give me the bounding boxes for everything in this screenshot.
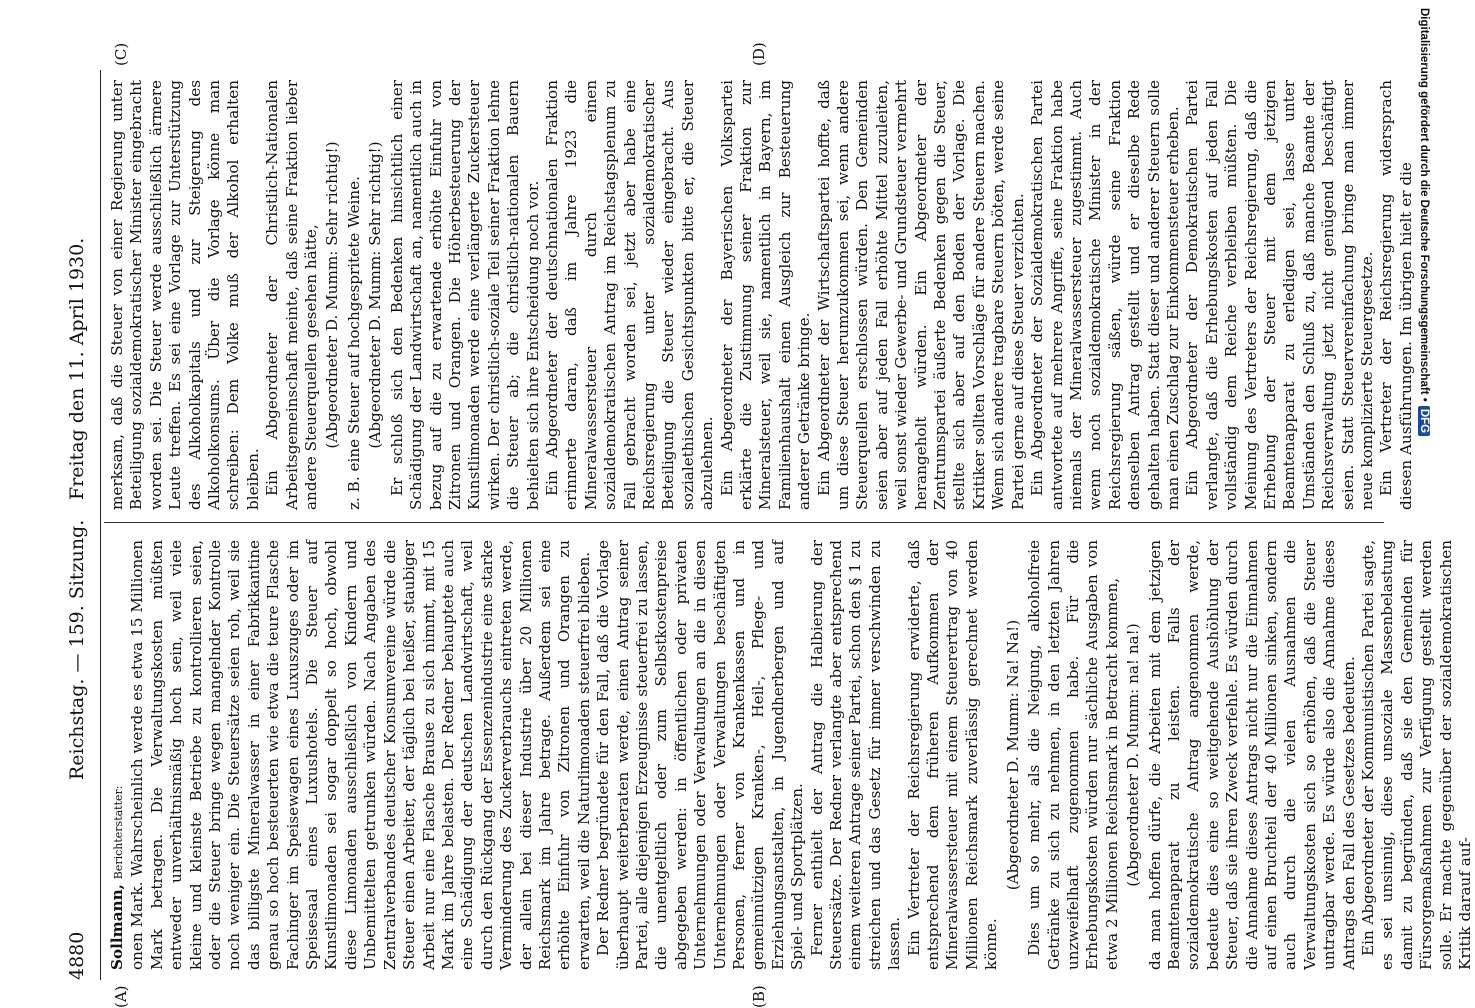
speaker-role: Berichterstatter: [112,785,125,880]
page-number: 4880 [66,931,88,980]
page-header [60,70,100,980]
interjection: (Abgeordneter D. Mumm: Sehr richtig!) [323,141,342,449]
paragraph: Der Redner begründete für den Fall, daß die Vorlage überhaupt weiterberaten werde, einen Antrag seiner Partei, alle diejenigen Erzeugnisse steuerfrei zu lassen, die unentgeltlich oder zum Selbstkostenpreise abgegeben werden: in öffentlichen oder privaten Unternehmungen oder Verwaltungen an die in diesen Unternehmungen oder Verwaltungen beschäftigten Personen, ferner von Krankenkassen und in gemeinnützigen Kranken-, Heil-, Pflege- und Erziehungsanstalten, in Jugendherbergen und auf Spiel- und Sportplätzen. [594,540,807,970]
paragraph: Ein Vertreter der Reichsregierung erwiderte, daß entsprechend dem früheren Aufkommen der Mineralwassersteuer mit einem Steuerertrag von 40 Millionen Reichsmark zuverlässig gerechnet werden könne. [904,540,1001,970]
digitization-credit [1412,8,1430,998]
right-column [108,80,1416,510]
paragraph: Ein Abgeordneter der Kommunistischen Partei sagte, es sei unsinnig, diese unsoziale Massenbelastung damit zu begründen, daß sie den Gemeinden für Fürsorgemaßnahmen zur Verfügung gestellt werden solle. Er machte gegenüber der sozialdemokratischen Kritik darauf auf- [1359,540,1475,970]
paragraph: Ein Vertreter der Reichsregierung widersprach diesen Ausführungen. Im übrigen hielt er die [1377,80,1415,510]
margin-mark-b: (B) [750,985,768,1008]
dfg-logo: DFG [1418,406,1430,436]
margin-mark-c: (C) [112,42,130,66]
paragraph: Er schloß sich den Bedenken hinsichtlich einer Schädigung der Landwirtschaft an, namentlich auch in bezug auf die zu erwartende erhöhte Einfuhr von Zitronen und Orangen. Die Höherbesteuerung der Kunstlimonaden werde eine verlängerte Zuckersteuer wirken. Der christlich-soziale Teil seiner Fraktion lehne die Steuer ab; die christlich-nationalen Bauern behielten sich ihre Entscheidung noch vor. [387,80,542,510]
running-head-right: Freitag den 11. April 1930. [66,237,88,500]
paragraph: merksam, daß die Steuer von einer Regierung unter Beteiligung sozialdemokratischer Minister eingebracht worden sei. Die Steuer werde ausschließlich ärmere Leute treffen. Es sei eine Vorlage zur Unterstützung des Alkoholkapitals und zur Steigerung des Alkoholkonsums. Über die Vorlage könne man schreiben: Dem Volke muß der Alkohol erhalten bleiben. [108,80,262,510]
paragraph: onen Mark. Wahrscheinlich werde es etwa 15 Millionen Mark betragen. Die Verwaltungskosten müßten entweder unverhältnismäßig hoch sein, weil viele kleine und kleinste Betriebe zu kontrollieren seien, oder die Steuer bringe wegen mangelnder Kontrolle noch weniger ein. Die Steuersätze seien roh, weil sie das billigste Mineralwasser in einer Fabrikkantine genau so hoch besteuerten wie etwa die teure Flasche Fachinger im Speisewagen eines Luxuszuges oder im Speisesaal eines Luxushotels. Die Steuer auf Kunstlimonaden sei sogar doppelt so hoch, obwohl diese Limonaden ausschließlich von Kindern und Unbemittelten getrunken würden. Nach Angaben des Zentralverbandes deutscher Konsumvereine würde die Steuer einen Arbeiter, der täglich bei heißer, staubiger Arbeit nur eine Flasche Brause zu sich nimmt, mit 15 Mark im Jahre belasten. Der Redner behauptete auch eine Schädigung der deutschen Landwirtschaft, weil durch den Rückgang der Essenzenindustrie eine starke Verminderung des Zuckerverbrauchs eintreten werde, der allein bei dieser Industrie über 20 Millionen Reichsmark im Jahre betrage. Außerdem sei eine erhöhte Einfuhr von Zitronen und Orangen zu erwarten, weil die Naturlimonaden steuerfrei blieben. [128,540,593,970]
speaker-line [108,540,128,970]
paragraph: Ein Abgeordneter der Demokratischen Partei verlangte, daß die Erhebungskosten auf jeden Fall vollständig dem Reiche verbleiben müßten. Die Meinung des Vertreters der Reichsregierung, daß die Erhebung der Steuer mit dem jetzigen Beamtenapparat zu erledigen sei, lasse unter Umständen den Schluß zu, daß manche Beamte der Reichsverwaltung jetzt nicht genügend beschäftigt seien. Statt Steuervereinfachung bringe man immer neue komplizierte Steuergesetze. [1183,80,1376,510]
credit-text-line [1412,8,1430,998]
paragraph: Ein Abgeordneter der Wirtschaftspartei hoffte, daß um diese Steuer herumzukommen sei, wenn andere Steuerquellen erschlossen würden. Den Gemeinden seien aber auf jeden Fall erhöhte Mittel zuzuleiten, weil sonst wieder Gewerbe- und Grundsteuer vermehrt herangeholt würden. Ein Abgeordneter der Zentrumspartei äußerte Bedenken gegen die Steuer, stellte sich aber auf den Boden der Vorlage. Die Kritiker sollten Vorschläge für andere Steuern machen. Wenn sich andere tragbare Steuern böten, werde seine Partei gerne auf diese Steuer verzichten. [814,80,1027,510]
header-rule [100,70,101,980]
running-head-left: Reichstag. — 159. Sitzung. [66,519,88,780]
interjection: (Abgeordneter D. Mumm: Sehr richtig!) [366,141,385,449]
interjection: (Abgeordneter D. Mumm: Na! Na!) [1003,619,1022,891]
credit-text: Digitalisierung gefördert durch die Deutsche Forschungsgemeinschaft • [1418,8,1430,402]
paragraph: Ferner enthielt der Antrag die Halbierung der Steuersätze. Der Redner verlangte aber entsprechend einem weiteren Antrage seiner Partei, schon den § 1 zu streichen und das Gesetz für immer verschwinden zu lassen. [807,540,904,970]
paragraph: da man hoffen dürfe, die Arbeiten mit dem jetzigen Beamtenapparat zu leisten. Falls der sozialdemokratische Antrag angenommen werde, bedeute dies eine so weitgehende Aushöhlung der Steuer, daß sie ihren Zweck verfehle. Es würden durch die Annahme dieses Antrags nicht nur die Einnahmen auf einen Bruchteil der 40 Millionen sinken, sondern auch durch die vielen Ausnahmen die Verwaltungskosten sich so erhöhen, daß die Steuer untragbar werde. Es würde also die Annahme dieses Antrags den Fall des Gesetzes bedeuten. [1145,540,1358,970]
interjection: (Abgeordneter D. Mumm: na! na!) [1124,623,1143,887]
paragraph: z. B. eine Steuer auf hochgespritete Weine. [344,176,363,510]
column-rule [104,522,1384,523]
margin-mark-a: (A) [112,985,130,1008]
margin-mark-d: (D) [750,42,768,66]
paragraph: Ein Abgeordneter der Sozialdemokratischen Partei antwortete auf mehrere Angriffe, seine Fraktion habe niemals der Mineralwassersteuer zugestimmt. Auch wenn noch sozialdemokratische Minister in der Reichsregierung säßen, würde seine Fraktion denselben Antrag gestellt und er dieselbe Rede gehalten haben. Statt dieser und anderer Steuern solle man einen Zuschlag zur Einkommensteuer erheben. [1028,80,1182,510]
speaker-name: Sollmann, [108,884,126,970]
paragraph: Ein Abgeordneter der Bayerischen Volkspartei erklärte die Zustimmung seiner Fraktion zur Mineralsteuer, weil sie, namentlich in Bayern, im Familienhaushalt einen Ausgleich zur Besteuerung anderer Getränke bringe. [717,80,814,510]
paragraph: Dies um so mehr, als die Neigung, alkoholfreie Getränke zu sich zu nehmen, in den letzten Jahren unzweifelhaft zugenommen habe. Für die Erhebungskosten würden nur sächliche Ausgaben von etwa 2 Millionen Reichsmark in Betracht kommen, [1025,540,1121,970]
left-column [108,540,1475,970]
paragraph: Ein Abgeordneter der deutschnationalen Fraktion erinnerte daran, daß im Jahre 1923 die Mineralwassersteuer durch einen sozialdemokratischen Antrag im Reichstagsplenum zu Fall gebracht worden sei, jetzt aber habe eine Reichsregierung unter sozialdemokratischer Beteiligung die Steuer wieder eingebracht. Aus sozialethischen Gesichtspunkten bitte er, die Steuer abzulehnen. [542,80,717,510]
paragraph: Ein Abgeordneter der Christlich-Nationalen Arbeitsgemeinschaft meinte, daß seine Fraktion lieber andere Steuerquellen gesehen hätte, [263,80,321,510]
